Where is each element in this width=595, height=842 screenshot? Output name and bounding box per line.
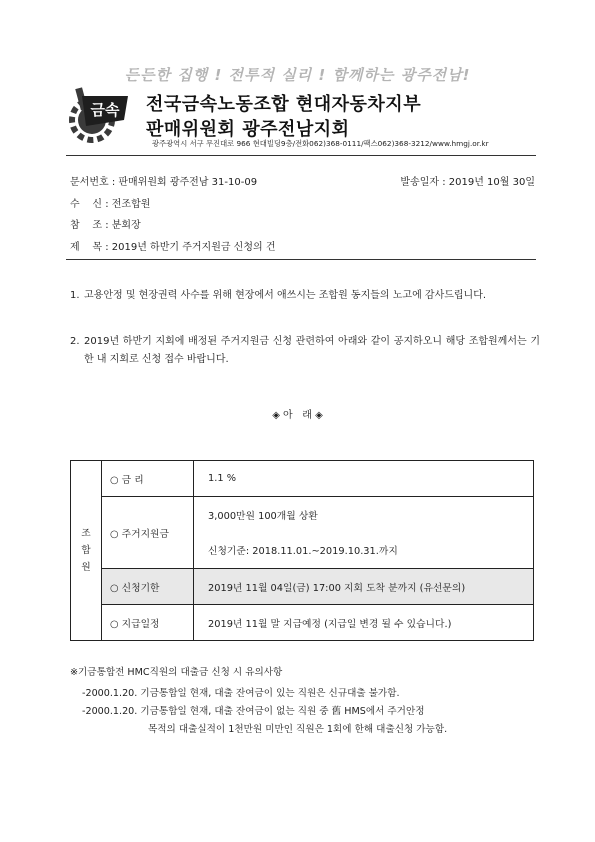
table-row	[71, 569, 534, 605]
info-table	[70, 460, 534, 641]
section-heading: ◈ 아 래 ◈	[272, 410, 323, 421]
paragraph-1-number: 1.	[70, 290, 80, 301]
slogan: 든든한 집행 ! 전투적 실리 ! 함께하는 광주전남!	[124, 66, 471, 84]
paragraph-2-number: 2.	[70, 336, 80, 347]
row-value-deadline: 2019년 11월 04일(금) 17:00 지회 도착 분까지 (유선문의)	[194, 569, 534, 605]
notice-title: ※기금통합전 HMC직원의 대출금 신청 시 유의사항	[70, 667, 283, 678]
side-label-char: 조	[81, 528, 91, 539]
document-number: 문서번호 : 판매위원회 광주전남 31-10-09	[70, 177, 258, 188]
notice-item-3: 목적의 대출실적이 1천만원 미만인 직원은 1회에 한해 대출신청 가능함.	[148, 724, 448, 735]
row-value-payment: 2019년 11월 말 지급예정 (지급일 변경 될 수 있습니다.)	[194, 605, 534, 641]
meta-divider	[66, 259, 536, 260]
side-label	[71, 461, 102, 641]
reference: 참 조 : 분회장	[70, 220, 141, 231]
logo-text: 금속	[90, 101, 120, 119]
issue-date: 발송일자 : 2019년 10월 30일	[400, 177, 535, 188]
notice-item-1: -2000.1.20. 기금통합일 현재, 대출 잔여금이 있는 직원은 신규대출 불가함.	[82, 688, 400, 699]
paragraph-1	[70, 287, 540, 305]
side-label-char: 합	[81, 545, 91, 556]
row-value-housing-amount: 3,000만원 100개월 상환	[194, 497, 534, 533]
table-row	[71, 497, 534, 533]
header-divider	[66, 155, 536, 156]
subject: 제 목 : 2019년 하반기 주거지원금 신청의 건	[70, 242, 276, 253]
row-label-housing: ○ 주거지원금	[102, 497, 194, 569]
paragraph-2	[70, 333, 540, 369]
row-label-deadline: ○ 신청기한	[102, 569, 194, 605]
org-name-line2: 판매위원회 광주전남지회	[146, 119, 350, 140]
table-row	[71, 461, 534, 497]
row-value-rate: 1.1 %	[194, 461, 534, 497]
union-logo	[66, 86, 130, 146]
row-label-payment: ○ 지급일정	[102, 605, 194, 641]
org-name-line1: 전국금속노동조합 현대자동차지부	[146, 94, 422, 115]
row-label-rate: ○ 금 리	[102, 461, 194, 497]
paragraph-1-text: 고용안정 및 현장권력 사수를 위해 현장에서 애쓰시는 조합원 동지들의 노고에 감사드립니다.	[84, 290, 487, 301]
side-label-char: 원	[81, 562, 91, 573]
recipient: 수 신 : 전조합원	[70, 199, 151, 210]
org-address: 광주광역시 서구 무진대로 966 현대빌딩9층/전화062)368-0111/팩스062)368-3212/www.hmgj.or.kr	[152, 139, 489, 148]
row-value-housing-criteria: 신청기준: 2018.11.01.~2019.10.31.까지	[194, 533, 534, 569]
table-row	[71, 605, 534, 641]
notice-item-2: -2000.1.20. 기금통합일 현재, 대출 잔여금이 없는 직원 중 舊 HMS에서 주거안정	[82, 706, 425, 717]
paragraph-2-text: 2019년 하반기 지회에 배정된 주거지원금 신청 관련하여 아래와 같이 공지하오니 해당 조합원께서는 기한 내 지회로 신청 접수 바랍니다.	[84, 336, 540, 365]
